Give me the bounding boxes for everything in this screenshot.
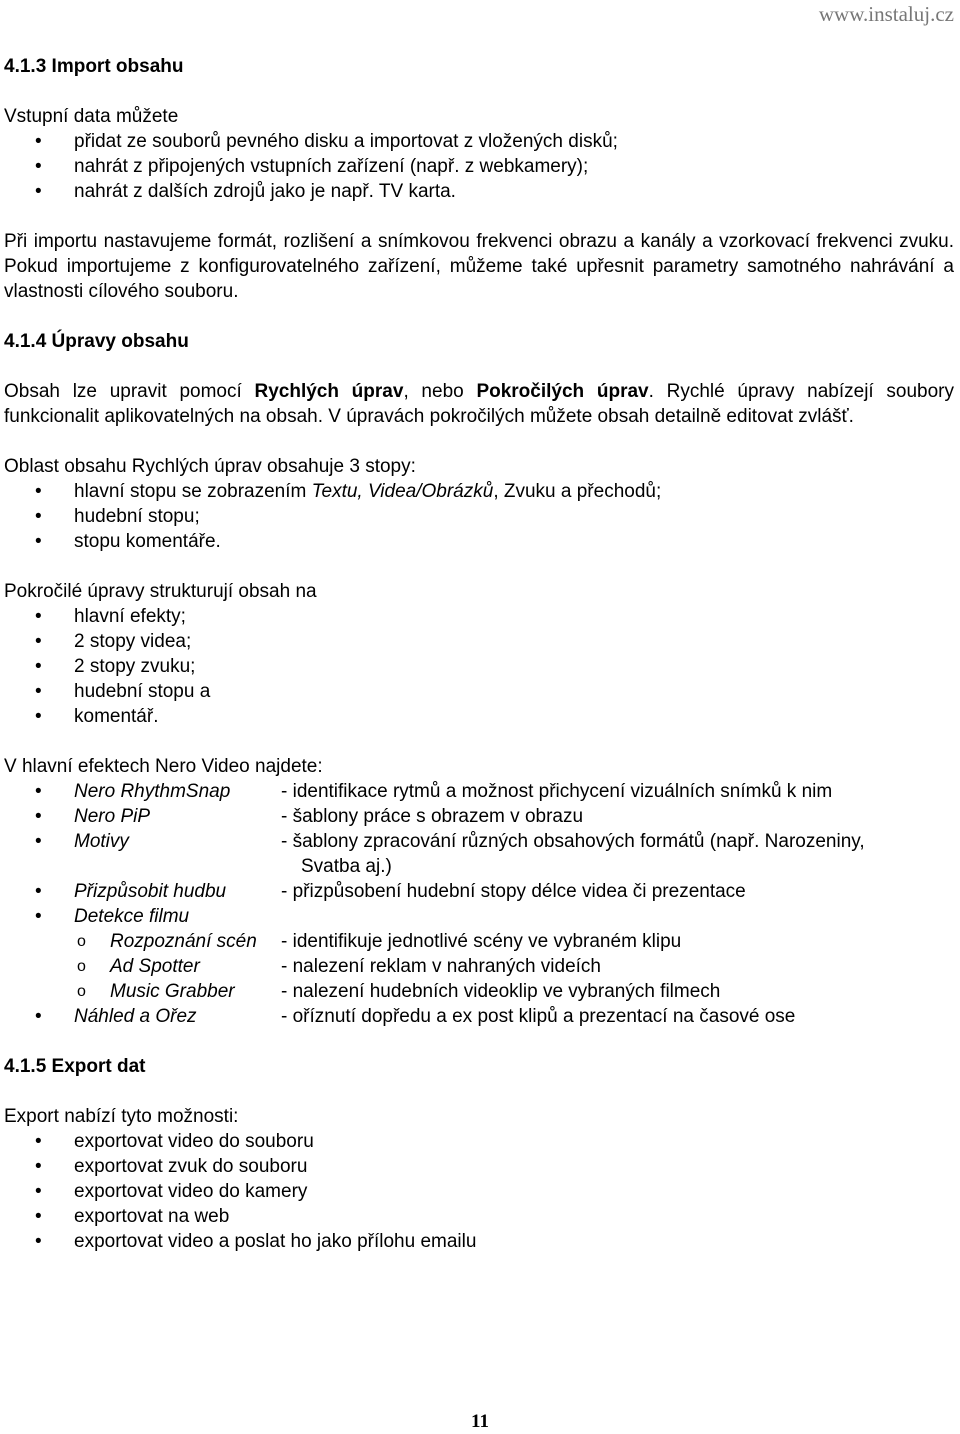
detection-row [4, 954, 954, 979]
list-item: • hudební stopu; [4, 504, 954, 529]
effects-intro: V hlavní efektech Nero Video najdete: [4, 756, 323, 777]
import-list [4, 129, 954, 204]
effect-row [4, 779, 954, 804]
effect-term: • Detekce filmu [74, 906, 190, 927]
list-item: • hudební stopu a [4, 679, 954, 704]
effect-desc: - přizpůsobení hudební stopy délce videa či prezentace [281, 881, 746, 902]
detection-row [4, 979, 954, 1004]
detection-term: o Rozpoznání scén [110, 931, 257, 952]
effect-row [4, 1004, 954, 1029]
export-list [4, 1129, 954, 1254]
effect-desc-continued: Svatba aj.) [301, 856, 392, 877]
quick-intro: Oblast obsahu Rychlých úprav obsahuje 3 stopy: [4, 456, 416, 477]
effect-term: • Nero PiP [74, 806, 151, 827]
section-heading-export: 4.1.5 Export dat [4, 1056, 146, 1077]
advanced-intro: Pokročilé úpravy strukturují obsah na [4, 581, 317, 602]
list-item: • stopu komentáře. [4, 529, 954, 554]
effect-term: • Motivy [74, 831, 129, 852]
text-run: , nebo [403, 381, 477, 402]
list-item: • nahrát z připojených vstupních zařízení (např. z webkamery); [4, 154, 954, 179]
list-item: • hlavní efekty; [4, 604, 954, 629]
detection-term: o Music Grabber [110, 981, 235, 1002]
section-heading-import: 4.1.3 Import obsahu [4, 56, 184, 77]
advanced-list [4, 604, 954, 729]
effect-term: • Přizpůsobit hudbu [74, 881, 227, 902]
list-item [4, 479, 954, 504]
effect-desc: - šablony zpracování různých obsahových formátů (např. Narozeniny, [281, 831, 865, 852]
text-run: . Rychlé úpravy nabízejí soubory funkcionalit aplikovatelných na obsah. V úpravách pokročilých můžete obsah detailně editovat zvlášť. [4, 381, 955, 427]
detection-desc: - nalezení reklam v nahraných videích [281, 956, 601, 977]
edits-paragraph [4, 379, 954, 429]
effect-desc [74, 904, 954, 929]
document-body [4, 54, 954, 1254]
effect-term: • Nero RhythmSnap [74, 781, 231, 802]
italic-run: Textu, Videa/Obrázků [311, 481, 494, 502]
text-run: Obsah lze upravit pomocí [4, 381, 255, 402]
list-item: • komentář. [4, 704, 954, 729]
effect-row [4, 879, 954, 904]
import-paragraph: Při importu nastavujeme formát, rozlišení a snímkovou frekvenci obrazu a kanály a vzorkovací frekvenci zvuku. Pokud importujeme z konfigurovatelného zařízení, můžeme také upřesnit parametry samotného nahrávání a vlastnosti cílového souboru. [4, 231, 954, 302]
effects-list [4, 779, 954, 1029]
list-item: • nahrát z dalších zdrojů jako je např. TV karta. [4, 179, 954, 204]
quick-list [4, 479, 954, 554]
export-intro: Export nabízí tyto možnosti: [4, 1106, 239, 1127]
list-item: • exportovat video do souboru [4, 1129, 954, 1154]
list-item: • 2 stopy videa; [4, 629, 954, 654]
detection-row [4, 929, 954, 954]
detection-term: o Ad Spotter [110, 956, 200, 977]
list-item: • 2 stopy zvuku; [4, 654, 954, 679]
list-item: • exportovat na web [4, 1204, 954, 1229]
list-item: • přidat ze souborů pevného disku a importovat z vložených disků; [4, 129, 954, 154]
list-item: • exportovat video do kamery [4, 1179, 954, 1204]
effect-row [4, 804, 954, 829]
quick-edits-term: Rychlých úprav [254, 381, 404, 402]
effect-desc-wrap [74, 829, 954, 879]
effect-desc: - identifikace rytmů a možnost přichycení vizuálních snímků k nim [281, 781, 833, 802]
list-item: • exportovat video a poslat ho jako přílohu emailu [4, 1229, 954, 1254]
detection-desc: - identifikuje jednotlivé scény ve vybraném klipu [281, 931, 682, 952]
effect-desc: - oříznutí dopředu a ex post klipů a prezentací na časové ose [281, 1006, 796, 1027]
text-run: , Zvuku a přechodů; [493, 481, 662, 502]
effect-term: • Náhled a Ořez [74, 1006, 197, 1027]
list-item: • exportovat zvuk do souboru [4, 1154, 954, 1179]
page-number: 11 [471, 1411, 489, 1432]
import-intro: Vstupní data můžete [4, 106, 179, 127]
advanced-edits-term: Pokročilých úprav [476, 381, 649, 402]
effect-desc: - šablony práce s obrazem v obrazu [281, 806, 584, 827]
detection-desc: - nalezení hudebních videoklip ve vybraných filmech [281, 981, 721, 1002]
section-heading-edits: 4.1.4 Úpravy obsahu [4, 331, 189, 352]
text-run: hlavní stopu se zobrazením [74, 481, 312, 502]
effect-row [4, 829, 954, 879]
effect-row [4, 904, 954, 929]
site-link[interactable]: www.instaluj.cz [818, 2, 954, 26]
